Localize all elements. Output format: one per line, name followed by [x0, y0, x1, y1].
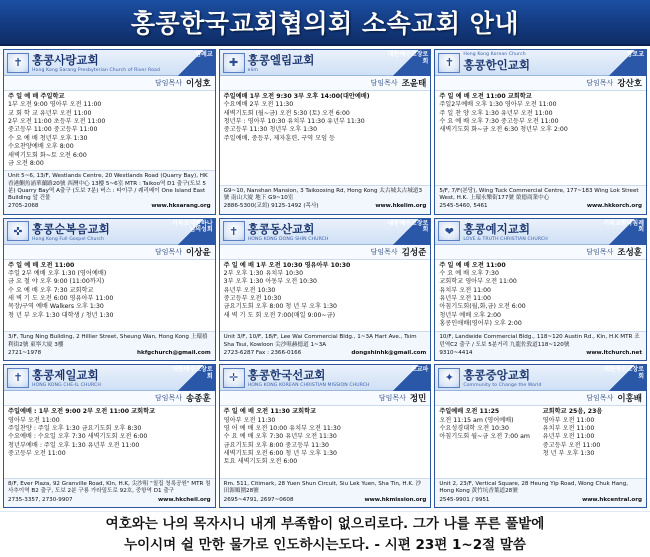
service-schedule [220, 406, 431, 478]
church-phone[interactable]: 2723-6287 Fax : 2366-0166 [223, 350, 302, 357]
church-website[interactable]: www.hkcentral.org [582, 496, 642, 503]
denomination-tag: 대한예수교장로회 [169, 365, 215, 391]
schedule-line: 교회학교 25음, 23음 [542, 408, 603, 416]
church-contact [220, 478, 431, 507]
church-name: 홍콩동산교회 [247, 221, 315, 236]
schedule-line: 주일예배 : 1부 오전 9:00 2부 오전 11:00 교회학교 [8, 408, 156, 416]
schedule-line: 영아부 오전 11:00 [8, 416, 60, 424]
church-name: 홍콩예지교회 [463, 221, 530, 236]
church-card-header [4, 365, 215, 391]
church-address: 5/F, 7/F(본당), Wing Tuck Commercial Centre, 177~183 Wing Lok Street West, H.K. 上環永樂街177號 榮德商業中心 [439, 187, 639, 202]
service-schedule [435, 91, 646, 185]
service-schedule [4, 260, 215, 332]
pastor-row [435, 391, 646, 406]
schedule-line: 새 벽 기 도 오전 6:00 영유아부 11:00 [8, 295, 114, 302]
denomination-tag: 초교파 [384, 365, 430, 391]
pastor-label: 담임목사 [154, 394, 183, 403]
schedule-line: 새벽기도회 화~금 오전 6:30 청년부 오후 2:00 [439, 126, 568, 134]
schedule-line: 아침기도회 월~금 오전 7:00 am [439, 433, 530, 441]
church-name-en: HONG KONG DONG SHIN CHURCH [247, 236, 329, 242]
church-phone[interactable]: 9310~4414 [439, 350, 473, 357]
schedule-line: 청 년 부 오후 1:30 [542, 450, 595, 458]
church-address: Unit 5~6, 13/F, Westlands Centre, 20 Westlands Road (Quarry Bay), HK 香港鰂魚涌華蘭路20號 西灣中心 13樓 5~6室 MTR : Taikoo역 D1 출구(도보 5분) Quarry Bay역 A출구 (도보 7분) 버스 : 타이쿠 / 퀘리베이 One Island East Building 앞 건물 [8, 173, 208, 202]
church-address: Unit 3/F, 10/F, 18/F, Lee Wai Commercial Bldg., 1~3A Hart Ave., Tsim Sha Tsui, Kowloon 尖沙咀赫德道 1~3A [223, 334, 417, 348]
schedule-line: 중고등부 오전 11:00 [8, 450, 66, 458]
schedule-line: 오전 11:15 am (영어예배) [439, 416, 514, 424]
pastor-name: 이상윤 [186, 247, 211, 258]
church-name-en: elim [247, 68, 258, 73]
church-contact [220, 331, 431, 360]
church-contact [4, 478, 215, 507]
schedule-line: 주 일 예 배 오전 11:30 교회학교 [223, 408, 317, 416]
pastor-row [220, 76, 431, 91]
schedule-line: 영아부 오전 11:30 [223, 416, 276, 424]
schedule-line: 주 일 예 배 오전 11:00 [8, 261, 75, 269]
church-card-header [220, 219, 431, 245]
schedule-line: 청년부 예배 오후 2:00 [439, 311, 501, 319]
church-website[interactable]: www.ltchurch.net [586, 350, 642, 357]
pastor-name: 조성훈 [617, 247, 642, 258]
church-card[interactable] [219, 49, 432, 215]
pastor-label: 담임목사 [586, 247, 614, 256]
church-website[interactable]: www.hksarang.org [151, 203, 211, 210]
pastor-row [4, 391, 215, 406]
schedule-line: 청년부 : 영아부 10:30 유치부 11:30 유년부 11:30 [223, 118, 365, 126]
pastor-name: 김성준 [401, 247, 427, 258]
schedule-line: 주일찬양 : 주일 오후 1:30 금요기도회 오후 8:30 [8, 425, 142, 432]
pastor-name: 이홍배 [617, 394, 642, 405]
pastor-label: 담임목사 [154, 247, 183, 256]
church-contact [220, 185, 431, 214]
schedule-line: 새벽기도회 오전 6:00 청 년 부 오후 1:30 [223, 450, 337, 458]
schedule-line: 주 일 예 배 오전 11:00 [439, 261, 506, 269]
church-card-header [4, 50, 215, 76]
church-name: 홍콩사랑교회 [32, 53, 99, 67]
pastor-row [220, 391, 431, 406]
church-phone[interactable]: 2545-9901 / 9951 [439, 496, 490, 503]
verse-line-2 [124, 535, 526, 555]
pastor-name: 송종훈 [186, 394, 211, 405]
church-logo-icon: ✝ [7, 368, 29, 388]
schedule-line: 유치부 오전 11:00 [439, 286, 491, 294]
church-card-header [220, 50, 431, 76]
church-website[interactable]: hkfgchurch@gmail.com [137, 350, 211, 357]
service-schedule [435, 260, 646, 332]
pastor-name: 조윤태 [401, 79, 427, 89]
church-card-header [220, 365, 431, 391]
church-phone[interactable]: 2886-5300(교회) 9125-1492 (목사) [223, 203, 319, 210]
schedule-line: 금요기도회 오후 8:00 중고등부 11:30 [223, 441, 329, 449]
church-card[interactable] [219, 218, 432, 362]
schedule-line: 주 일 예 배 1부 오전 10:30 영유아부 10:30 [223, 261, 351, 269]
church-logo-icon: ✛ [223, 368, 245, 388]
schedule-line: 청년부예배 : 주일 오후 1:30 유년부 오전 11:00 [8, 441, 140, 449]
pastor-label: 담임목사 [378, 394, 406, 403]
schedule-line: 유년부 오전 10:30 [223, 286, 276, 294]
church-phone[interactable]: 2721~1978 [8, 350, 42, 357]
church-name-en: Hong Kong Korean Church [463, 52, 526, 57]
denomination-tag: 대한예수교장로회 [600, 365, 646, 391]
pastor-row [435, 76, 646, 91]
schedule-line: 2부 오후 1:30 유치부 10:30 [223, 269, 304, 277]
church-card[interactable] [3, 364, 216, 508]
schedule-line: 중고등부 11:00 중고등부 11:00 [8, 126, 98, 134]
schedule-line: 교 회 학 교 유년부 오전 11:00 [8, 109, 92, 117]
church-name-en: Community to Change the World [463, 383, 542, 389]
church-logo-icon: ✦ [438, 368, 460, 388]
pastor-row [435, 245, 646, 260]
church-name: 홍콩제일교회 [32, 368, 99, 383]
schedule-line: 새벽기도회 (월~금) 오전 5:30 (토) 오전 6:00 [223, 109, 350, 117]
schedule-line: 주 일 예 배 주일학교 [8, 93, 65, 100]
church-name-en: Hong Kong Full Gospel Church [32, 236, 105, 242]
church-phone[interactable]: 2705-2068 [8, 203, 39, 210]
schedule-line: 홍콩인애배(영어부) 오후 2:00 [439, 320, 522, 328]
schedule-line: 수 요 예 배 오후 7:30 [439, 269, 499, 277]
church-phone[interactable]: 2545-5460, 5461 [439, 203, 488, 210]
schedule-line: 영아부 오전 11:00 [542, 416, 595, 424]
pastor-name: 강산호 [617, 79, 642, 89]
church-card[interactable] [434, 218, 647, 362]
schedule-line: 새벽기도회 화~토 오전 6:00 [8, 151, 87, 159]
pastor-label: 담임목사 [370, 247, 398, 256]
church-contact [435, 478, 646, 507]
schedule-line: 금 오전 8:00 [8, 159, 44, 167]
schedule-line: 1부 오전 9:00 영아부 오전 11:00 [8, 101, 102, 109]
schedule-line: 주일예배 1부 오전 9:30 3부 오후 14:00(대안예배) [223, 93, 370, 100]
church-card-header [435, 50, 646, 76]
church-logo-icon: ✝ [7, 53, 29, 73]
pastor-label: 담임목사 [370, 79, 398, 87]
church-card[interactable] [434, 49, 647, 215]
denomination-tag: 기독교대한하나님의성회 [169, 219, 215, 245]
schedule-line: 주일예배, 중등부, 제자훈련, 구역 모임 등 [223, 134, 336, 142]
church-card-header [435, 365, 646, 391]
schedule-line: 수 요 예 배 청년부 오후 1:30 [8, 134, 88, 142]
church-address: 8/F, Ever Plaza, 92 Granville Road, Kln, H.K, 尖沙咀 "칠집 청록공원" MTR 침사추이역 B2 출구, 도보 2분 구룡 가라밀도로 92호, 중항역 D1 출구 [8, 481, 211, 495]
church-grid [0, 46, 650, 511]
church-logo-icon: ✜ [7, 221, 29, 241]
church-name-en: Hong Kong Sarang Presbyterian Church of River Road [32, 68, 160, 73]
schedule-line: 주 일 예 배 오전 11:00 교회학교 [439, 93, 532, 100]
church-name-en: LOVE & TRUTH CHRISTIAN CHURCH [463, 236, 548, 242]
church-address: Unit 2, 23/F, Vertical Square, 28 Heung Yip Road, Wong Chuk Hang, Hong Kong 黃竹坑香葉道28號 [439, 481, 629, 495]
schedule-line: 목장/구역 예배 Walkers 오후 1:30 [8, 303, 104, 311]
schedule-line: 금 요 철 야 오후 9:00 (11:00까지) [8, 278, 105, 286]
schedule-line: 유년부 오전 11:00 [542, 433, 595, 441]
church-contact [435, 185, 646, 214]
schedule-line: 3부 오후 1:30 아동부 오전 10:30 [223, 278, 317, 286]
church-card[interactable] [3, 218, 216, 362]
church-website[interactable]: dongshinhk@gmail.com [351, 350, 427, 357]
verse-line-2-text: 누이시며 쉴 만한 물가로 인도하시는도다. [124, 536, 370, 553]
church-name-en: HONG KONG KOREAN CHRISTIAN MISSION CHURCH [247, 383, 370, 389]
schedule-line: 중고등부 오전 10:30 [223, 295, 282, 302]
church-website[interactable]: www.hkcheil.org [158, 496, 211, 503]
schedule-line: 수요찬양예배 오후 8:00 [8, 143, 74, 151]
church-website[interactable]: www.hkmission.org [364, 496, 427, 503]
schedule-line: 수 요 예 배 오후 7:30 교회학교 [8, 286, 94, 294]
church-address: 3/F, Tung Ning Building, 2 Hillier Street, Sheung Wan, Hong Kong 上環禧利街2號 東寧大廈 3樓 [8, 334, 208, 348]
church-name: 홍콩엘림교회 [247, 53, 315, 67]
service-schedule [4, 406, 215, 478]
pastor-row [4, 76, 215, 91]
schedule-line: 주일 2부 예배 오후 1:30 (영어예배) [8, 269, 107, 277]
church-card[interactable] [219, 364, 432, 508]
schedule-line: 금요기도회 오후 8:00 청 년 부 오후 1:30 [223, 303, 337, 311]
schedule-line: 영 어 예 배 오전 10:00 유치부 오전 11:30 [223, 425, 341, 432]
schedule-line: 새 벽 기 도 회 오전 7:00(매일 9:00~금) [223, 311, 335, 319]
church-card-header [435, 219, 646, 245]
church-phone[interactable]: 2735-3357, 2730-9907 [8, 496, 73, 503]
pastor-row [220, 245, 431, 260]
schedule-line: 유치부 오전 11:00 [542, 425, 595, 432]
schedule-line: 2부 오전 11:00 초등부 오전 11:00 [8, 118, 106, 126]
denomination-tag: 대한예수교장로회 [384, 219, 430, 245]
church-logo-icon: ✝ [438, 53, 460, 73]
schedule-line: 토요 새벽기도회 오전 6:00 [223, 458, 298, 466]
service-schedule [220, 260, 431, 332]
denomination-tag: 침례교 [169, 50, 215, 76]
church-contact [4, 170, 215, 213]
church-logo-icon: ✝ [223, 221, 245, 241]
schedule-line: 교회학교 영아부 오전 11:00 [439, 278, 517, 286]
church-address: G9~10, Nanshan Mansion, 3 Taikoosing Rd, Hong Kong 太古城太古城道3號 南山大廈 地下 G9~10室 [223, 187, 423, 202]
denomination-tag: 장로교 [600, 50, 646, 76]
church-card[interactable] [434, 364, 647, 508]
church-name-en: HONG KONG CHE-IL CHURCH [32, 383, 101, 389]
church-logo-icon: ❤ [438, 221, 460, 241]
church-name: 홍콩한인교회 [463, 58, 530, 72]
schedule-line: 아침기도회(월,화,금) 오전 6:00 [439, 303, 526, 311]
schedule-line: 주 일 찬 양 오후 1:30 유년부 오전 11:00 [439, 109, 553, 117]
pastor-row [4, 245, 215, 260]
service-schedule [220, 91, 431, 185]
service-schedule [4, 91, 215, 170]
verse-line-1: 여호와는 나의 목자시니 내게 부족함이 없으리로다. 그가 나를 푸른 풀밭에 [105, 516, 545, 533]
schedule-line: 수 요 예 배 오후 7:30 중고등부 오전 11:00 [439, 118, 559, 126]
church-logo-icon: ✚ [223, 53, 245, 73]
schedule-line: 수 요 예 배 오후 7:30 유년부 오전 11:30 [223, 433, 337, 441]
pastor-name: 정민 [409, 394, 427, 405]
church-contact [4, 331, 215, 360]
schedule-line: 수요성경대학 오전 10:30 [439, 425, 509, 432]
schedule-line: 청 년 부 오후 1:30 대학생 / 청년 1:30 [8, 311, 114, 319]
schedule-line: 수요예배 : 수요일 오후 7:30 새벽기도회 오전 6:00 [8, 433, 148, 441]
church-name: 홍콩한국선교회 [247, 368, 326, 383]
church-phone[interactable]: 2695~4791, 2697~0608 [223, 496, 294, 503]
church-card[interactable] [3, 49, 216, 215]
schedule-line: 중고등부 11:30 청년부 오후 1:30 [223, 126, 318, 134]
schedule-line: 주일예배 오전 11:25 [439, 408, 500, 416]
schedule-line: 주일2부예배 오후 1:30 영아부 오전 11:00 [439, 101, 557, 109]
schedule-line: 중고등부 오전 11:00 [542, 441, 601, 449]
schedule-line: 유년부 오전 11:00 [439, 295, 491, 302]
denomination-tag: 기독교한국침례회 [600, 219, 646, 245]
church-website[interactable]: www.hkelim.org [375, 203, 427, 210]
service-schedule [435, 406, 646, 478]
church-name: 홍콩중앙교회 [463, 368, 530, 383]
church-card-header [4, 219, 215, 245]
verse-reference: - 시편 23편 1~2절 말씀 [374, 536, 526, 553]
pastor-label: 담임목사 [586, 394, 614, 403]
poster-header [0, 0, 650, 46]
pastor-label: 담임목사 [154, 79, 183, 87]
page-title: 홍콩한국교회협의회 소속교회 안내 [130, 9, 520, 38]
church-name: 홍콩순복음교회 [32, 221, 110, 236]
church-contact [435, 331, 646, 360]
church-website[interactable]: www.hkkorch.org [586, 203, 642, 210]
bible-verse [0, 511, 650, 557]
pastor-name: 이성호 [186, 79, 211, 89]
schedule-line: 수요예배 2부 오전 11:30 [223, 101, 294, 109]
denomination-tag: 대한예수교장로회 [384, 50, 430, 76]
church-address: 10/F, Landwide Commercial Bldg., 118~120 Austin Rd., Kln, H.K MTR 조던역C2 출구 / 도보 5분거리 九龍佐敦道118~120號 [439, 334, 640, 348]
church-address: Rm. 511, Citimark, 28 Yuen Shun Circuit, Siu Lek Yuen, Sha Tin, H.K. 沙田源順圍28號 [223, 481, 422, 495]
pastor-label: 담임목사 [586, 79, 614, 87]
